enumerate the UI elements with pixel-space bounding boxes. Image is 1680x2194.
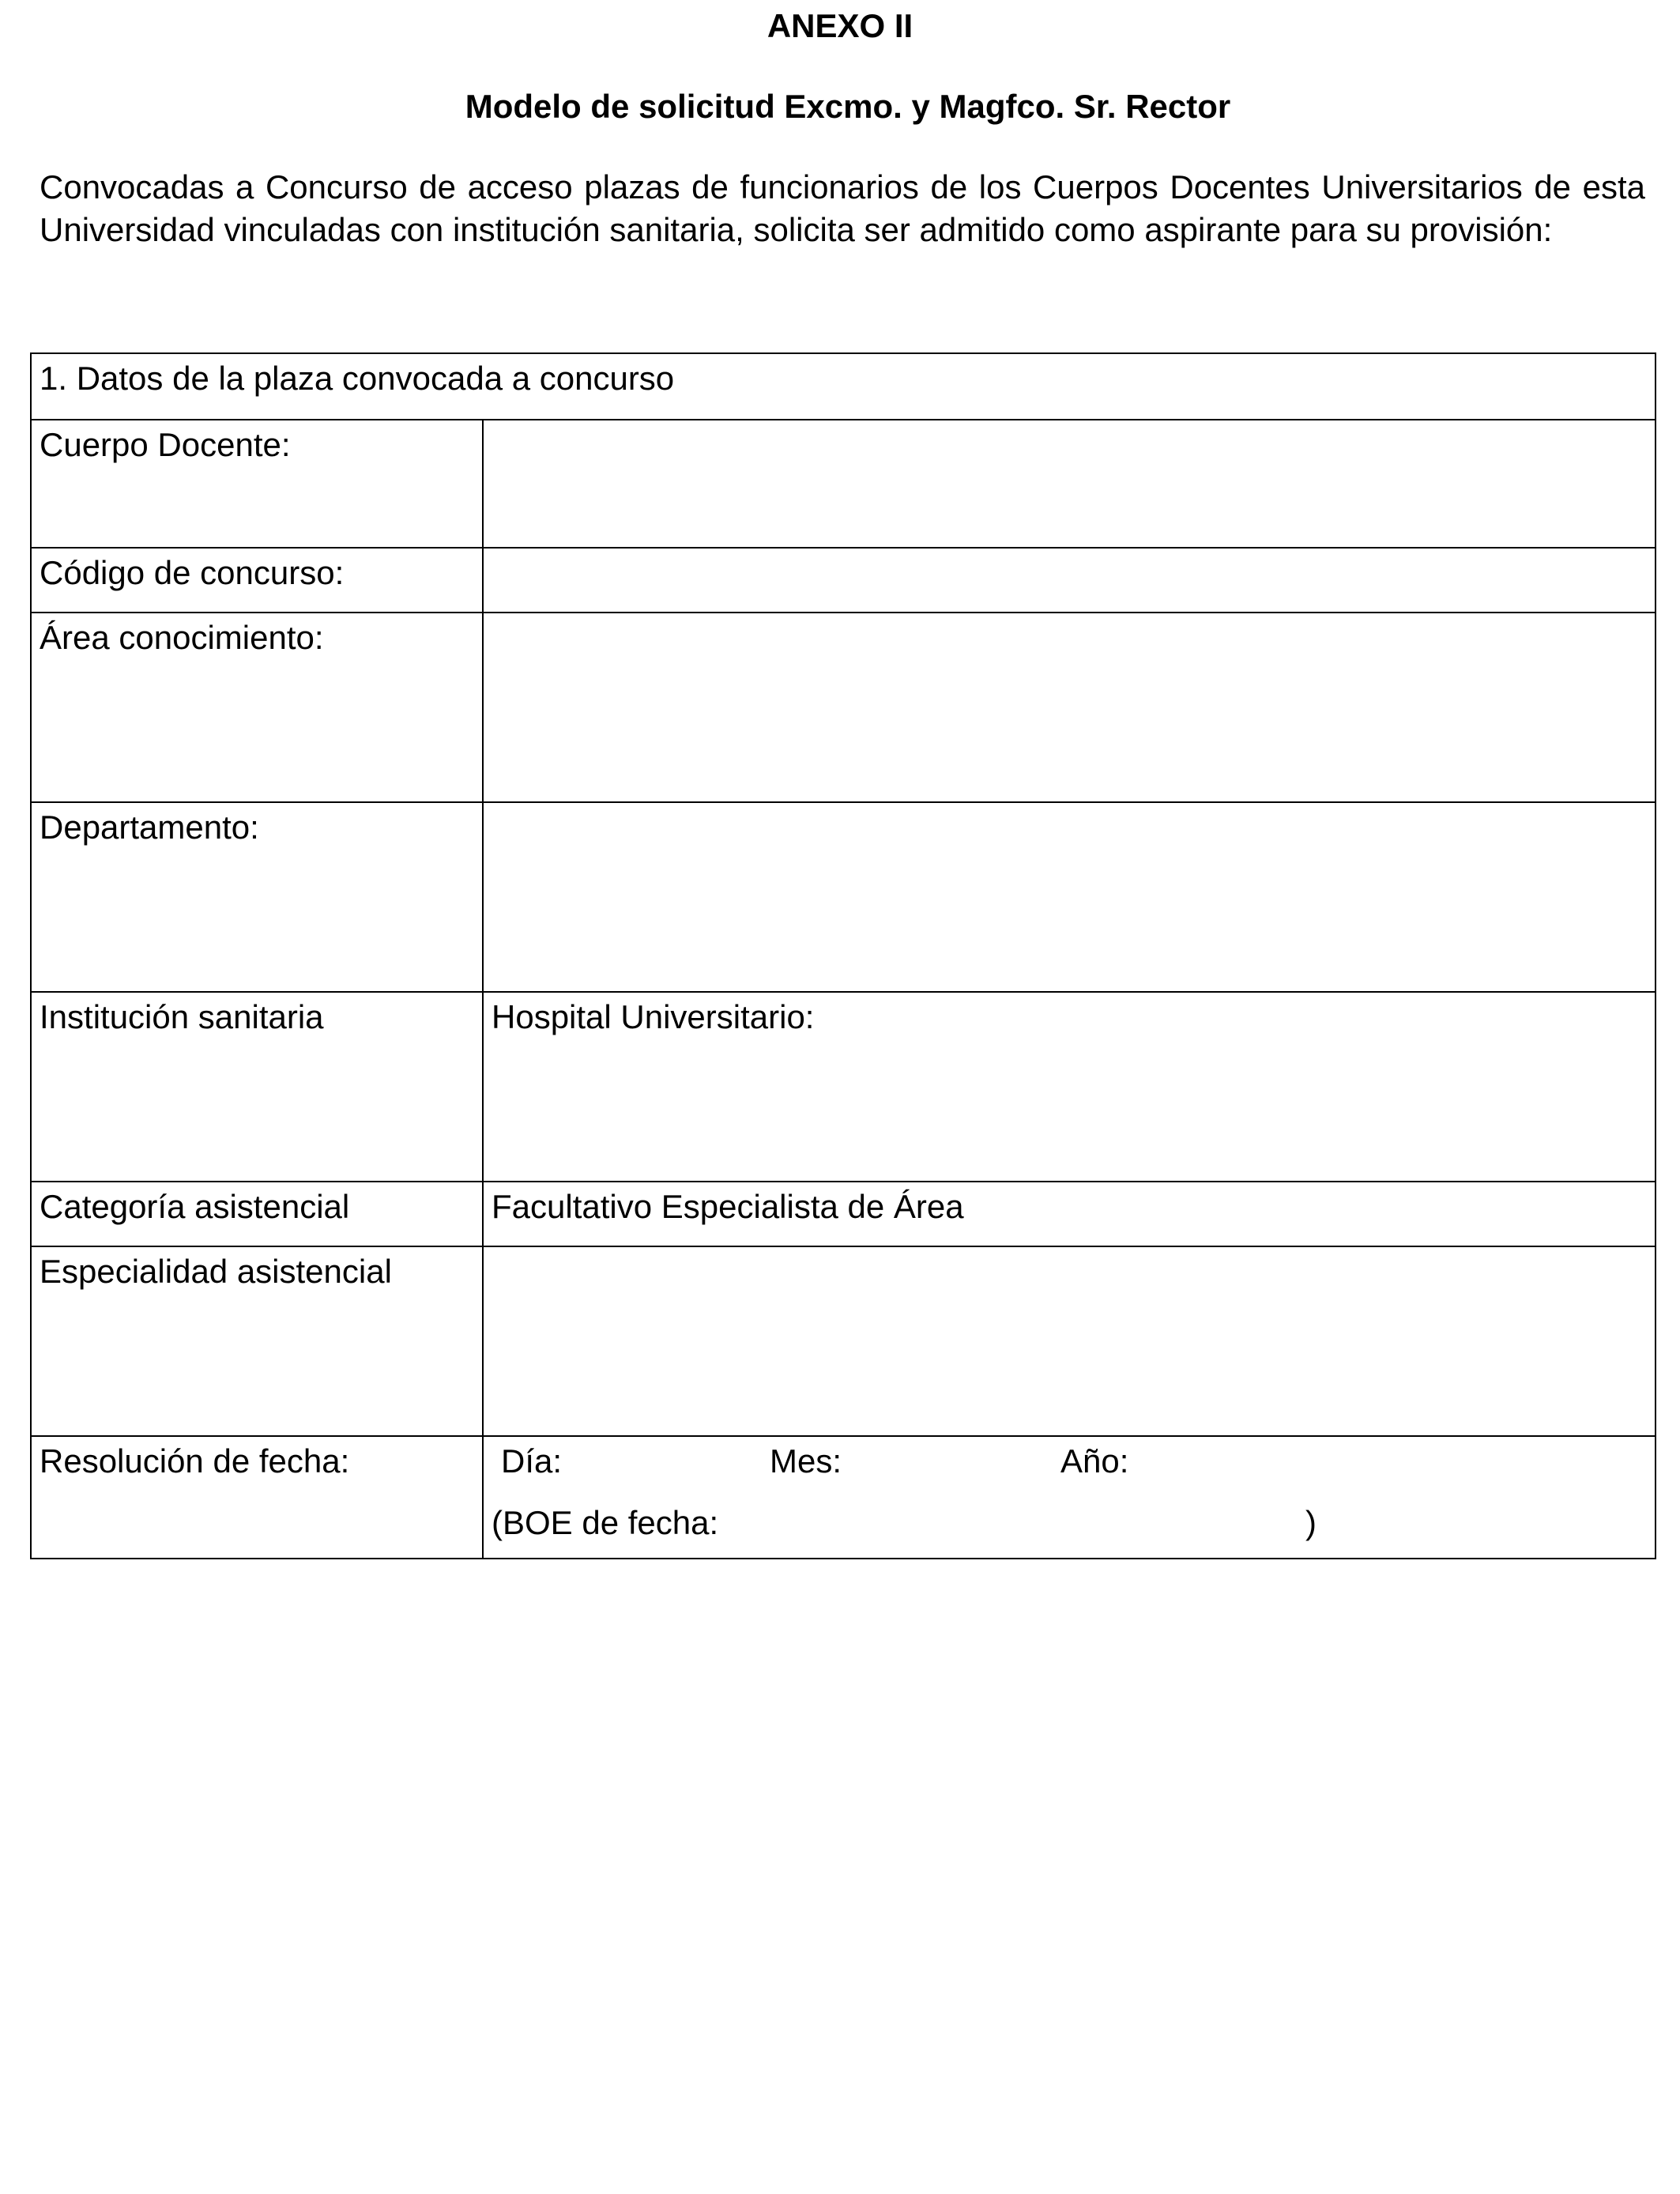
institucion-sanitaria-field[interactable]: Hospital Universitario: <box>492 998 815 1035</box>
cuerpo-docente-field[interactable] <box>484 420 1655 547</box>
form-row-institucion-sanitaria <box>32 993 1655 1182</box>
form-row-departamento <box>32 803 1655 993</box>
field-label: Especialidad asistencial <box>32 1247 484 1435</box>
section-title: 1. Datos de la plaza convocada a concurso <box>40 360 675 397</box>
application-form-table <box>30 352 1656 1559</box>
form-row-cuerpo-docente <box>32 420 1655 548</box>
field-label: Categoría asistencial <box>32 1182 484 1246</box>
year-field[interactable]: Año: <box>1060 1442 1129 1480</box>
day-field[interactable]: Día: <box>501 1442 563 1480</box>
boe-date-field[interactable]: (BOE de fecha: <box>492 1504 719 1541</box>
month-field[interactable]: Mes: <box>770 1442 842 1480</box>
form-row-codigo-concurso <box>32 548 1655 613</box>
form-row-categoria-asistencial <box>32 1182 1655 1247</box>
request-title: Modelo de solicitud Excmo. y Magfco. Sr. Rector <box>465 88 1231 125</box>
departamento-field[interactable] <box>484 803 1655 991</box>
field-label: Departamento: <box>32 803 484 991</box>
categoria-asistencial-field[interactable]: Facultativo Especialista de Área <box>492 1188 964 1225</box>
field-label: Resolución de fecha: <box>32 1437 484 1558</box>
section-header-row <box>32 354 1655 420</box>
field-label: Código de concurso: <box>32 548 484 612</box>
field-label: Cuerpo Docente: <box>32 420 484 547</box>
especialidad-asistencial-field[interactable] <box>484 1247 1655 1435</box>
form-row-area-conocimiento <box>32 613 1655 803</box>
boe-date-close: ) <box>1305 1504 1317 1541</box>
form-row-resolucion-fecha <box>32 1437 1655 1558</box>
annex-title: ANEXO II <box>767 7 913 44</box>
field-label: Área conocimiento: <box>32 613 484 801</box>
field-label: Institución sanitaria <box>32 993 484 1181</box>
form-row-especialidad-asistencial <box>32 1247 1655 1437</box>
area-conocimiento-field[interactable] <box>484 613 1655 801</box>
intro-paragraph: Convocadas a Concurso de acceso plazas de funcionarios de los Cuerpos Docentes Universitarios de esta Universidad vinculadas con institución sanitaria, solicita ser admitido como aspirante para su provisión: <box>40 168 1645 248</box>
codigo-concurso-field[interactable] <box>484 548 1655 612</box>
resolucion-fecha-cell <box>484 1437 1655 1558</box>
